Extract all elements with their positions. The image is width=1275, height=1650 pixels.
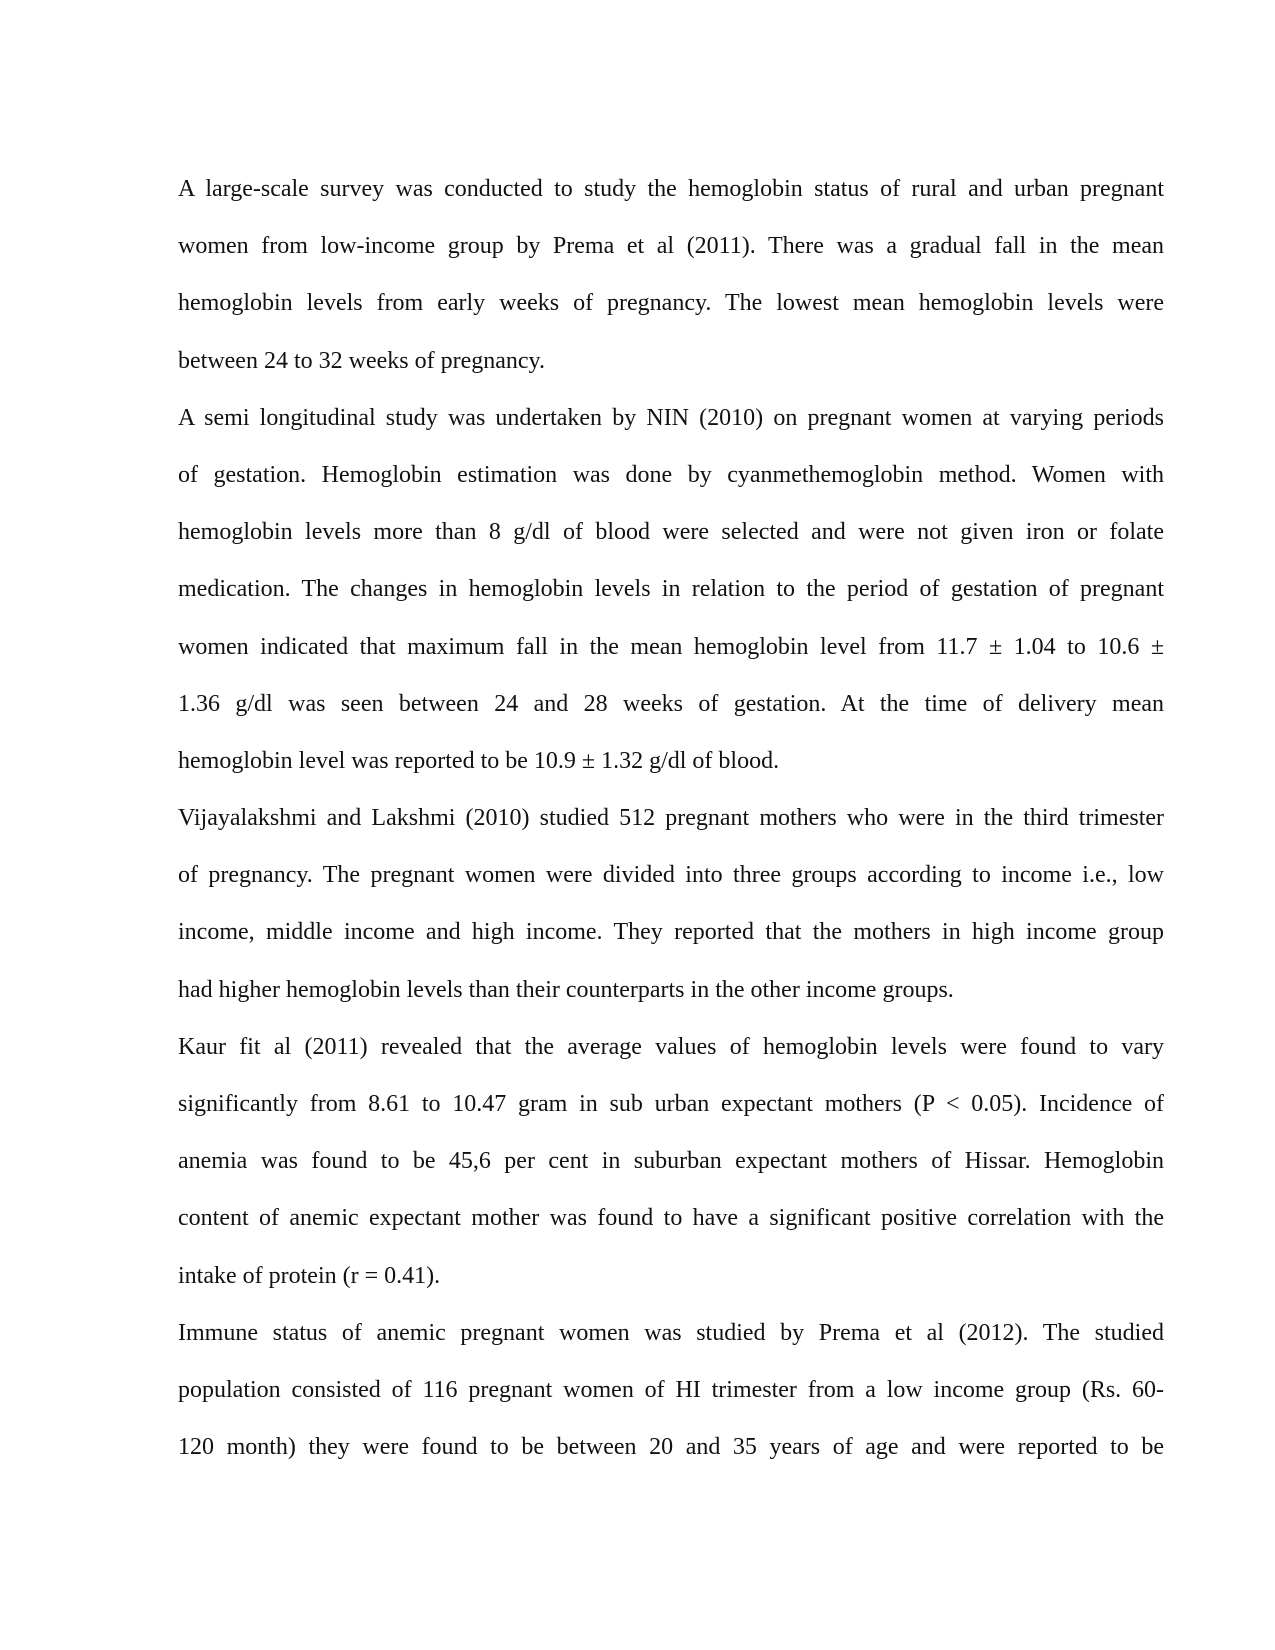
text-line: 1.36 g/dl was seen between 24 and 28 weeks of gestation. At the time of delivery mean: [178, 690, 1164, 717]
paragraph: [178, 390, 1164, 790]
text-line: A semi longitudinal study was undertaken by NIN (2010) on pregnant women at varying periods: [178, 404, 1164, 431]
text-line: anemia was found to be 45,6 per cent in suburban expectant mothers of Hissar. Hemoglobin: [178, 1148, 1164, 1175]
text-line: 120 month) they were found to be between 20 and 35 years of age and were reported to be: [178, 1434, 1164, 1461]
text-line: hemoglobin levels from early weeks of pregnancy. The lowest mean hemoglobin levels were: [178, 290, 1164, 317]
text-line: population consisted of 116 pregnant women of HI trimester from a low income group (Rs. 60-: [178, 1376, 1164, 1403]
text-line: between 24 to 32 weeks of pregnancy.: [178, 347, 545, 374]
text-line: of gestation. Hemoglobin estimation was done by cyanmethemoglobin method. Women with: [178, 461, 1164, 488]
text-line: content of anemic expectant mother was found to have a significant positive correlation with the: [178, 1205, 1164, 1232]
text-line: A large-scale survey was conducted to study the hemoglobin status of rural and urban pregnant: [178, 176, 1164, 202]
text-line: women from low-income group by Prema et al (2011). There was a gradual fall in the mean: [178, 233, 1164, 260]
text-line: hemoglobin levels more than 8 g/dl of blood were selected and were not given iron or folate: [178, 519, 1164, 546]
text-line: had higher hemoglobin levels than their counterparts in the other income groups.: [178, 976, 954, 1003]
text-line: intake of protein (r = 0.41).: [178, 1262, 441, 1289]
text-line: income, middle income and high income. They reported that the mothers in high income group: [178, 919, 1164, 946]
text-line: significantly from 8.61 to 10.47 gram in sub urban expectant mothers (P < 0.05). Incidence of: [178, 1091, 1164, 1117]
paragraph: [178, 790, 1164, 1019]
text-line: hemoglobin level was reported to be 10.9 ± 1.32 g/dl of blood.: [178, 747, 780, 774]
paragraph: [178, 161, 1164, 390]
text-line: Vijayalakshmi and Lakshmi (2010) studied 512 pregnant mothers who were in the third trimester: [178, 805, 1164, 832]
text-line: of pregnancy. The pregnant women were divided into three groups according to income i.e., low: [178, 862, 1164, 889]
text-line: medication. The changes in hemoglobin levels in relation to the period of gestation of pregnant: [178, 576, 1164, 603]
text-line: Immune status of anemic pregnant women was studied by Prema et al (2012). The studied: [178, 1319, 1164, 1346]
paragraph: [178, 1019, 1164, 1305]
text-line: women indicated that maximum fall in the mean hemoglobin level from 11.7 ± 1.04 to 10.6 ±: [178, 633, 1164, 660]
paragraph: [178, 1305, 1164, 1477]
document-body: [178, 161, 1164, 1476]
text-line: Kaur fit al (2011) revealed that the average values of hemoglobin levels were found to vary: [178, 1033, 1164, 1060]
